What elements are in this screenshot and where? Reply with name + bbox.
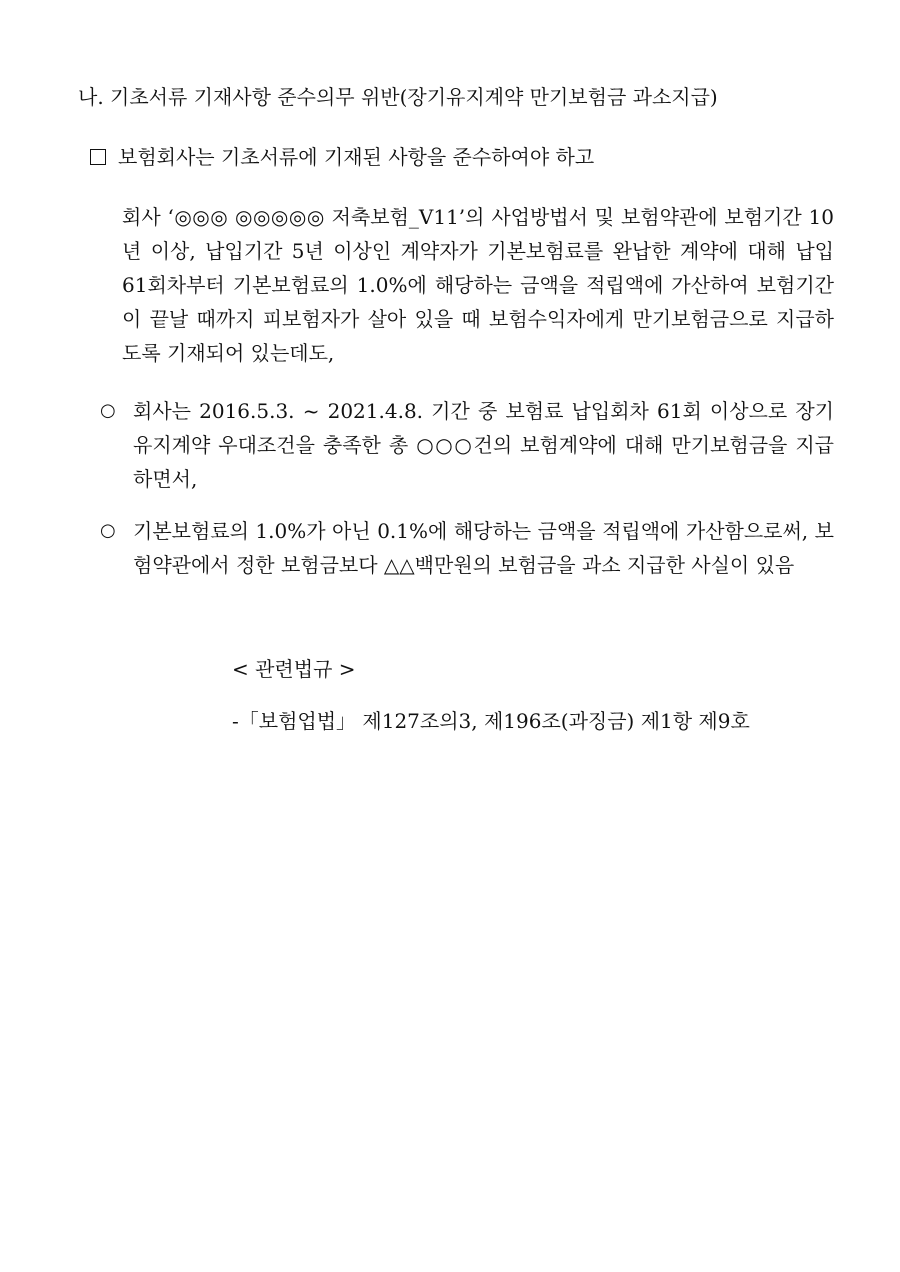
bullet-text-1: 회사는 2016.5.3. ~ 2021.4.8. 기간 중 보험료 납입회차 61회 이상으로 장기유지계약 우대조건을 충족한 총 ○○○건의 보험계약에 대해 만기보험금을 지급하면서,	[133, 399, 834, 491]
related-laws-title: < 관련법규 >	[232, 657, 356, 681]
check-item-text: 보험회사는 기초서류에 기재된 사항을 준수하여야 하고	[118, 145, 595, 169]
bullet-text-2: 기본보험료의 1.0%가 아닌 0.1%에 해당하는 금액을 적립액에 가산함으로써, 보험약관에서 정한 보험금보다 △△백만원의 보험금을 과소 지급한 사실이 있음	[133, 519, 834, 577]
section-heading: 나. 기초서류 기재사항 준수의무 위반(장기유지계약 만기보험금 과소지급)	[78, 85, 718, 109]
circle-bullet-icon: ○	[100, 400, 116, 421]
check-item	[90, 140, 594, 174]
checkbox-square-icon	[90, 149, 106, 165]
circle-bullet-icon: ○	[100, 520, 116, 541]
related-laws-item: -「보험업법」 제127조의3, 제196조(과징금) 제1항 제9호	[232, 709, 750, 733]
body-paragraph: 회사 ‘◎◎◎ ◎◎◎◎◎ 저축보험_V11’의 사업방법서 및 보험약관에 보험기간 10년 이상, 납입기간 5년 이상인 계약자가 기본보험료를 완납한 계약에 대해 납입 61회차부터 기본보험료의 1.0%에 해당하는 금액을 적립액에 가산하여 보험기간이 끝날 때까지 피보험자가 살아 있을 때 보험수익자에게 만기보험금으로 지급하도록 기재되어 있는데도,	[122, 205, 834, 365]
